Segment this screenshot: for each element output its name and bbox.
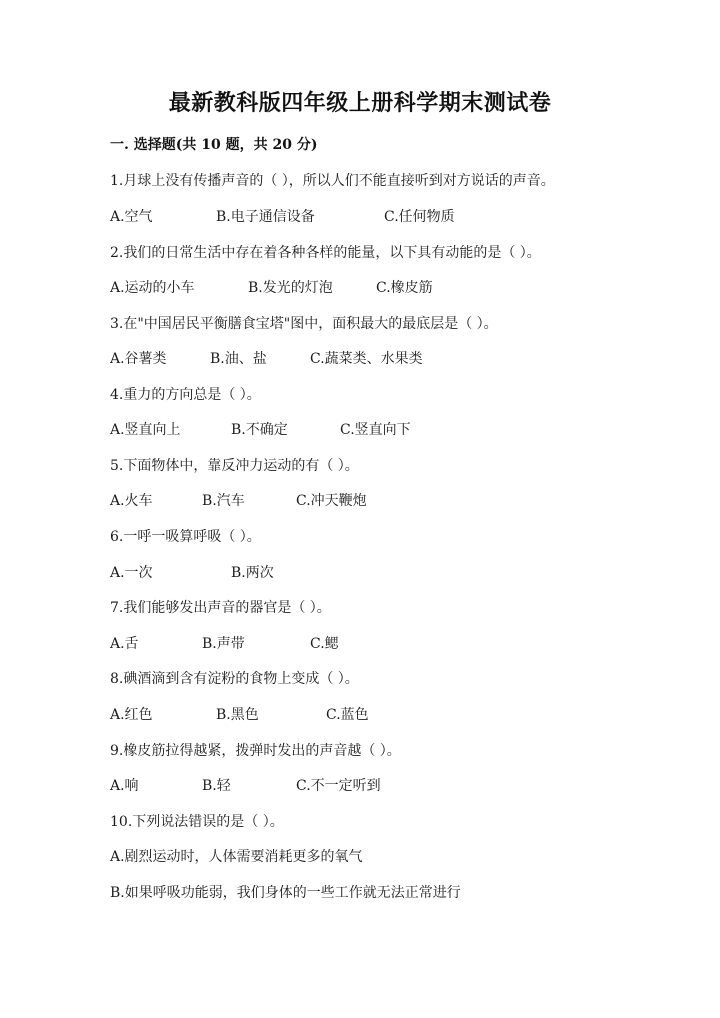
question-4-option-a: A.竖直向上 (110, 422, 181, 438)
question-5: 5.下面物体中，靠反冲力运动的有（ ）。 (110, 458, 359, 474)
question-7-option-c: C.鳃 (310, 636, 339, 652)
question-8: 8.碘酒滴到含有淀粉的食物上变成（ ）。 (110, 671, 359, 687)
question-9: 9.橡皮筋拉得越紧，拨弹时发出的声音越（ ）。 (110, 743, 401, 759)
question-5-option-a: A.火车 (110, 493, 153, 509)
exam-title: 最新教科版四年级上册科学期末测试卷 (168, 90, 552, 116)
question-3-option-b: B.油、盐 (210, 351, 267, 367)
question-7-option-b: B.声带 (202, 636, 245, 652)
question-9-option-b: B.轻 (202, 778, 231, 794)
question-8-option-a: A.红色 (110, 707, 153, 723)
question-2-option-a: A.运动的小车 (110, 280, 195, 296)
question-1-option-c: C.任何物质 (384, 209, 455, 225)
question-9-option-a: A.响 (110, 778, 139, 794)
question-2-option-b: B.发光的灯泡 (248, 280, 333, 296)
question-6-option-a: A.一次 (110, 565, 153, 581)
question-3: 3.在"中国居民平衡膳食宝塔"图中，面积最大的最底层是（ ）。 (110, 316, 498, 332)
question-3-option-c: C.蔬菜类、水果类 (310, 351, 423, 367)
section-heading: 一. 选择题(共 10 题，共 20 分) (110, 137, 318, 153)
question-5-option-c: C.冲天鞭炮 (296, 493, 367, 509)
question-8-option-c: C.蓝色 (326, 707, 369, 723)
question-4-option-c: C.竖直向下 (340, 422, 411, 438)
question-9-option-c: C.不一定听到 (296, 778, 381, 794)
question-3-option-a: A.谷薯类 (110, 351, 167, 367)
question-6: 6.一呼一吸算呼吸（ ）。 (110, 529, 261, 545)
question-10-option-b: B.如果呼吸功能弱，我们身体的一些工作就无法正常进行 (110, 885, 461, 901)
question-7: 7.我们能够发出声音的器官是（ ）。 (110, 600, 331, 616)
question-4-option-b: B.不确定 (231, 422, 288, 438)
question-2-option-c: C.橡皮筋 (376, 280, 433, 296)
question-2: 2.我们的日常生活中存在着各种各样的能量，以下具有动能的是（ ）。 (110, 245, 541, 261)
question-5-option-b: B.汽车 (202, 493, 245, 509)
question-1-option-a: A.空气 (110, 209, 153, 225)
question-6-option-b: B.两次 (231, 565, 274, 581)
question-8-option-b: B.黑色 (216, 707, 259, 723)
question-7-option-a: A.舌 (110, 636, 139, 652)
question-1-option-b: B.电子通信设备 (216, 209, 315, 225)
question-10: 10.下列说法错误的是（ ）。 (110, 814, 284, 830)
question-1: 1.月球上没有传播声音的（ ），所以人们不能直接听到对方说话的声音。 (110, 173, 555, 189)
question-10-option-a: A.剧烈运动时，人体需要消耗更多的氧气 (110, 849, 363, 865)
question-4: 4.重力的方向总是（ ）。 (110, 387, 261, 403)
